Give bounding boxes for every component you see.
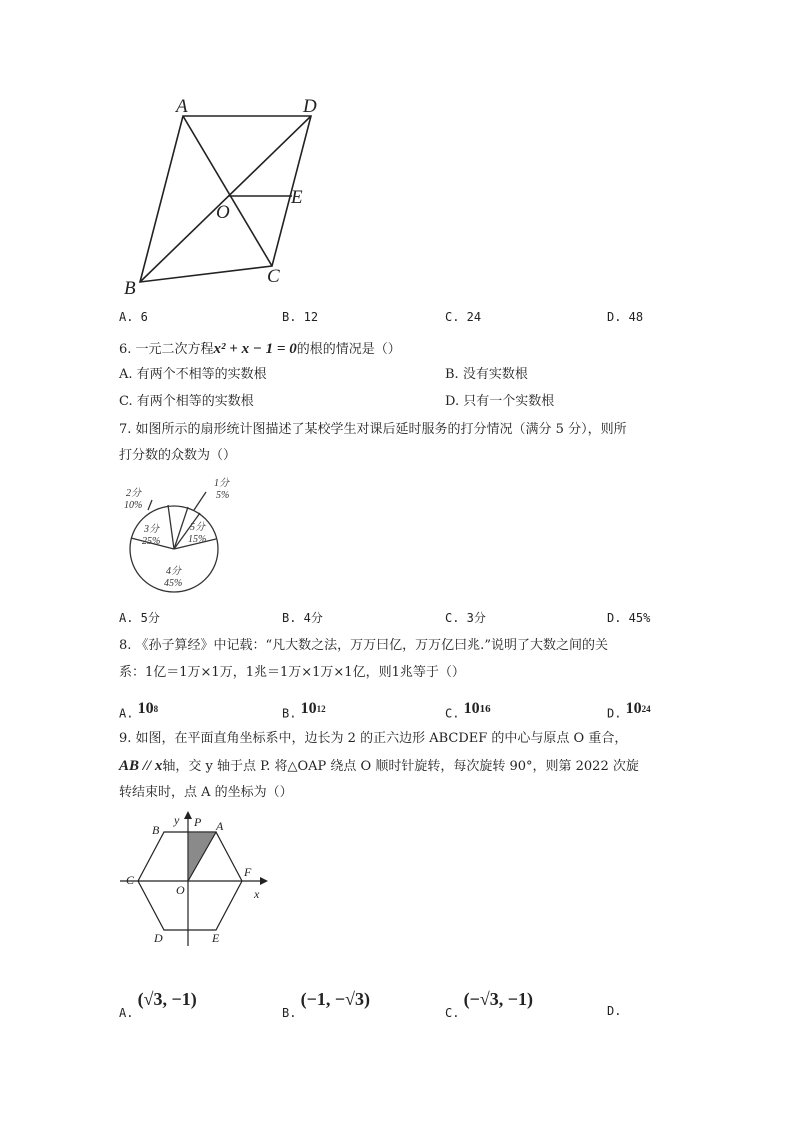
q7-stem-line2: 打分数的众数为（） [119,448,237,463]
q9-option-b[interactable] [282,989,370,1020]
q9-option-a[interactable] [119,989,197,1020]
q9-option-c[interactable] [445,989,533,1020]
q8-option-a-base: 10 [137,700,154,718]
q9-option-d[interactable] [607,990,622,1018]
label-y: y [174,813,180,827]
q8-option-b-base: 10 [300,700,317,718]
q9-stem-line2 [119,757,639,776]
pie-divider-2 [174,507,188,549]
q9-hexagon-figure [112,810,272,950]
pie-label-4-score: 4分 [166,566,181,577]
q9-parallel-expression: AB // x [119,758,163,774]
q6-option-a[interactable]: A. 有两个不相等的实数根 [119,367,267,382]
q8-option-b[interactable] [282,700,326,723]
label-c: C [267,266,280,287]
pie-label-2-pct: 10% [124,500,143,511]
q7-option-b[interactable]: B. 4分 [282,611,323,625]
q9-stem-line2-text: 轴，交 y 轴于点 P. 将△OAP 绕点 O 顺时针旋转，每次旋转 90°，则第 2022 次旋 [162,759,639,774]
pie-label-1-score: 1分 [214,478,229,489]
diagonal-bd [140,116,311,282]
q9-option-a-value: (√3, −1) [137,989,197,1009]
label-x: x [254,887,260,901]
pie-label-5-score: 5分 [190,522,205,533]
diagonal-ac [183,116,272,266]
q6-prefix: 6. 一元二次方程 [119,342,214,357]
q7-option-a[interactable]: A. 5分 [119,611,160,625]
label-e: E [291,187,303,208]
label-d: D [303,96,317,117]
q9-stem-line3: 转结束时，点 A 的坐标为（） [119,785,293,800]
pie-label-1-pct: 5% [216,490,230,501]
q9-option-c-value: (−√3, −1) [463,989,533,1009]
q8-option-a-exp: 8 [153,704,159,714]
q9-option-d-label: D. [607,1004,622,1018]
q5-option-a[interactable]: A. 6 [119,310,148,324]
q8-stem-line2: 系：1亿＝1万×1万，1兆＝1万×1万×1亿，则1兆等于（） [119,665,465,680]
label-o: O [176,883,185,897]
pie-callout-2 [148,500,152,510]
pie-label-4-pct: 45% [164,578,183,589]
q8-option-d[interactable] [607,700,651,723]
q9-option-c-label: C. [445,1006,460,1020]
label-p: P [194,815,202,829]
pie-label-2-score: 2分 [126,488,141,499]
label-a: A [216,819,224,833]
pie-label-3-pct: 25% [142,536,161,547]
pie-callout-1 [194,492,206,510]
label-e: E [212,931,220,945]
label-b: B [124,278,136,299]
q9-option-a-label: A. [119,1006,134,1020]
q7-option-c[interactable]: C. 3分 [445,611,486,625]
q8-stem-line1: 8. 《孙子算经》中记载：“凡大数之法，万万曰亿，万万亿曰兆.”说明了大数之间的关 [119,638,608,653]
triangle-oap-shaded [188,832,216,881]
q6-option-d[interactable]: D. 只有一个实数根 [445,394,555,409]
label-d: D [154,931,163,945]
label-o: O [216,202,230,223]
q8-option-d-base: 10 [625,700,642,718]
label-b: B [152,823,160,837]
q5-option-c[interactable]: C. 24 [445,310,482,324]
q8-option-a-label: A. [119,706,134,721]
pie-divider-1 [168,505,174,549]
q9-stem-line1: 9. 如图，在平面直角坐标系中，边长为 2 的正六边形 ABCDEF 的中心与原点 O 重合， [119,731,628,746]
q5-parallelogram-figure [110,90,340,305]
q8-option-d-exp: 24 [641,704,651,714]
q8-option-c[interactable] [445,700,491,723]
q7-option-d[interactable]: D. 45% [607,611,651,625]
q7-pie-chart [118,476,243,601]
q6-option-b[interactable]: B. 没有实数根 [445,367,528,382]
q5-option-d[interactable]: D. 48 [607,310,644,324]
q6-suffix: 的根的情况是（） [296,342,401,357]
q9-option-b-label: B. [282,1006,297,1020]
q8-option-a[interactable] [119,700,158,723]
q8-option-b-exp: 12 [316,704,326,714]
q8-option-d-label: D. [607,706,622,721]
q7-stem-line1: 7. 如图所示的扇形统计图描述了某校学生对课后延时服务的打分情况（满分 5 分），则所 [119,422,627,437]
q8-option-c-base: 10 [463,700,480,718]
label-c: C [126,873,135,887]
q6-stem [119,340,401,359]
pie-label-3-score: 3分 [144,524,159,535]
q9-option-b-value: (−1, −√3) [300,989,370,1009]
q5-option-b[interactable]: B. 12 [282,310,319,324]
pie-label-5-pct: 15% [188,534,207,545]
q8-option-c-exp: 16 [479,703,491,715]
label-f: F [244,865,252,879]
y-axis-arrow-icon [184,811,192,819]
label-a: A [176,96,188,117]
q8-option-b-label: B. [282,706,297,721]
q6-equation: x² + x − 1 = 0 [213,341,297,357]
q8-option-c-label: C. [445,706,460,721]
x-axis-arrow-icon [260,877,268,885]
q6-option-c[interactable]: C. 有两个相等的实数根 [119,394,254,409]
